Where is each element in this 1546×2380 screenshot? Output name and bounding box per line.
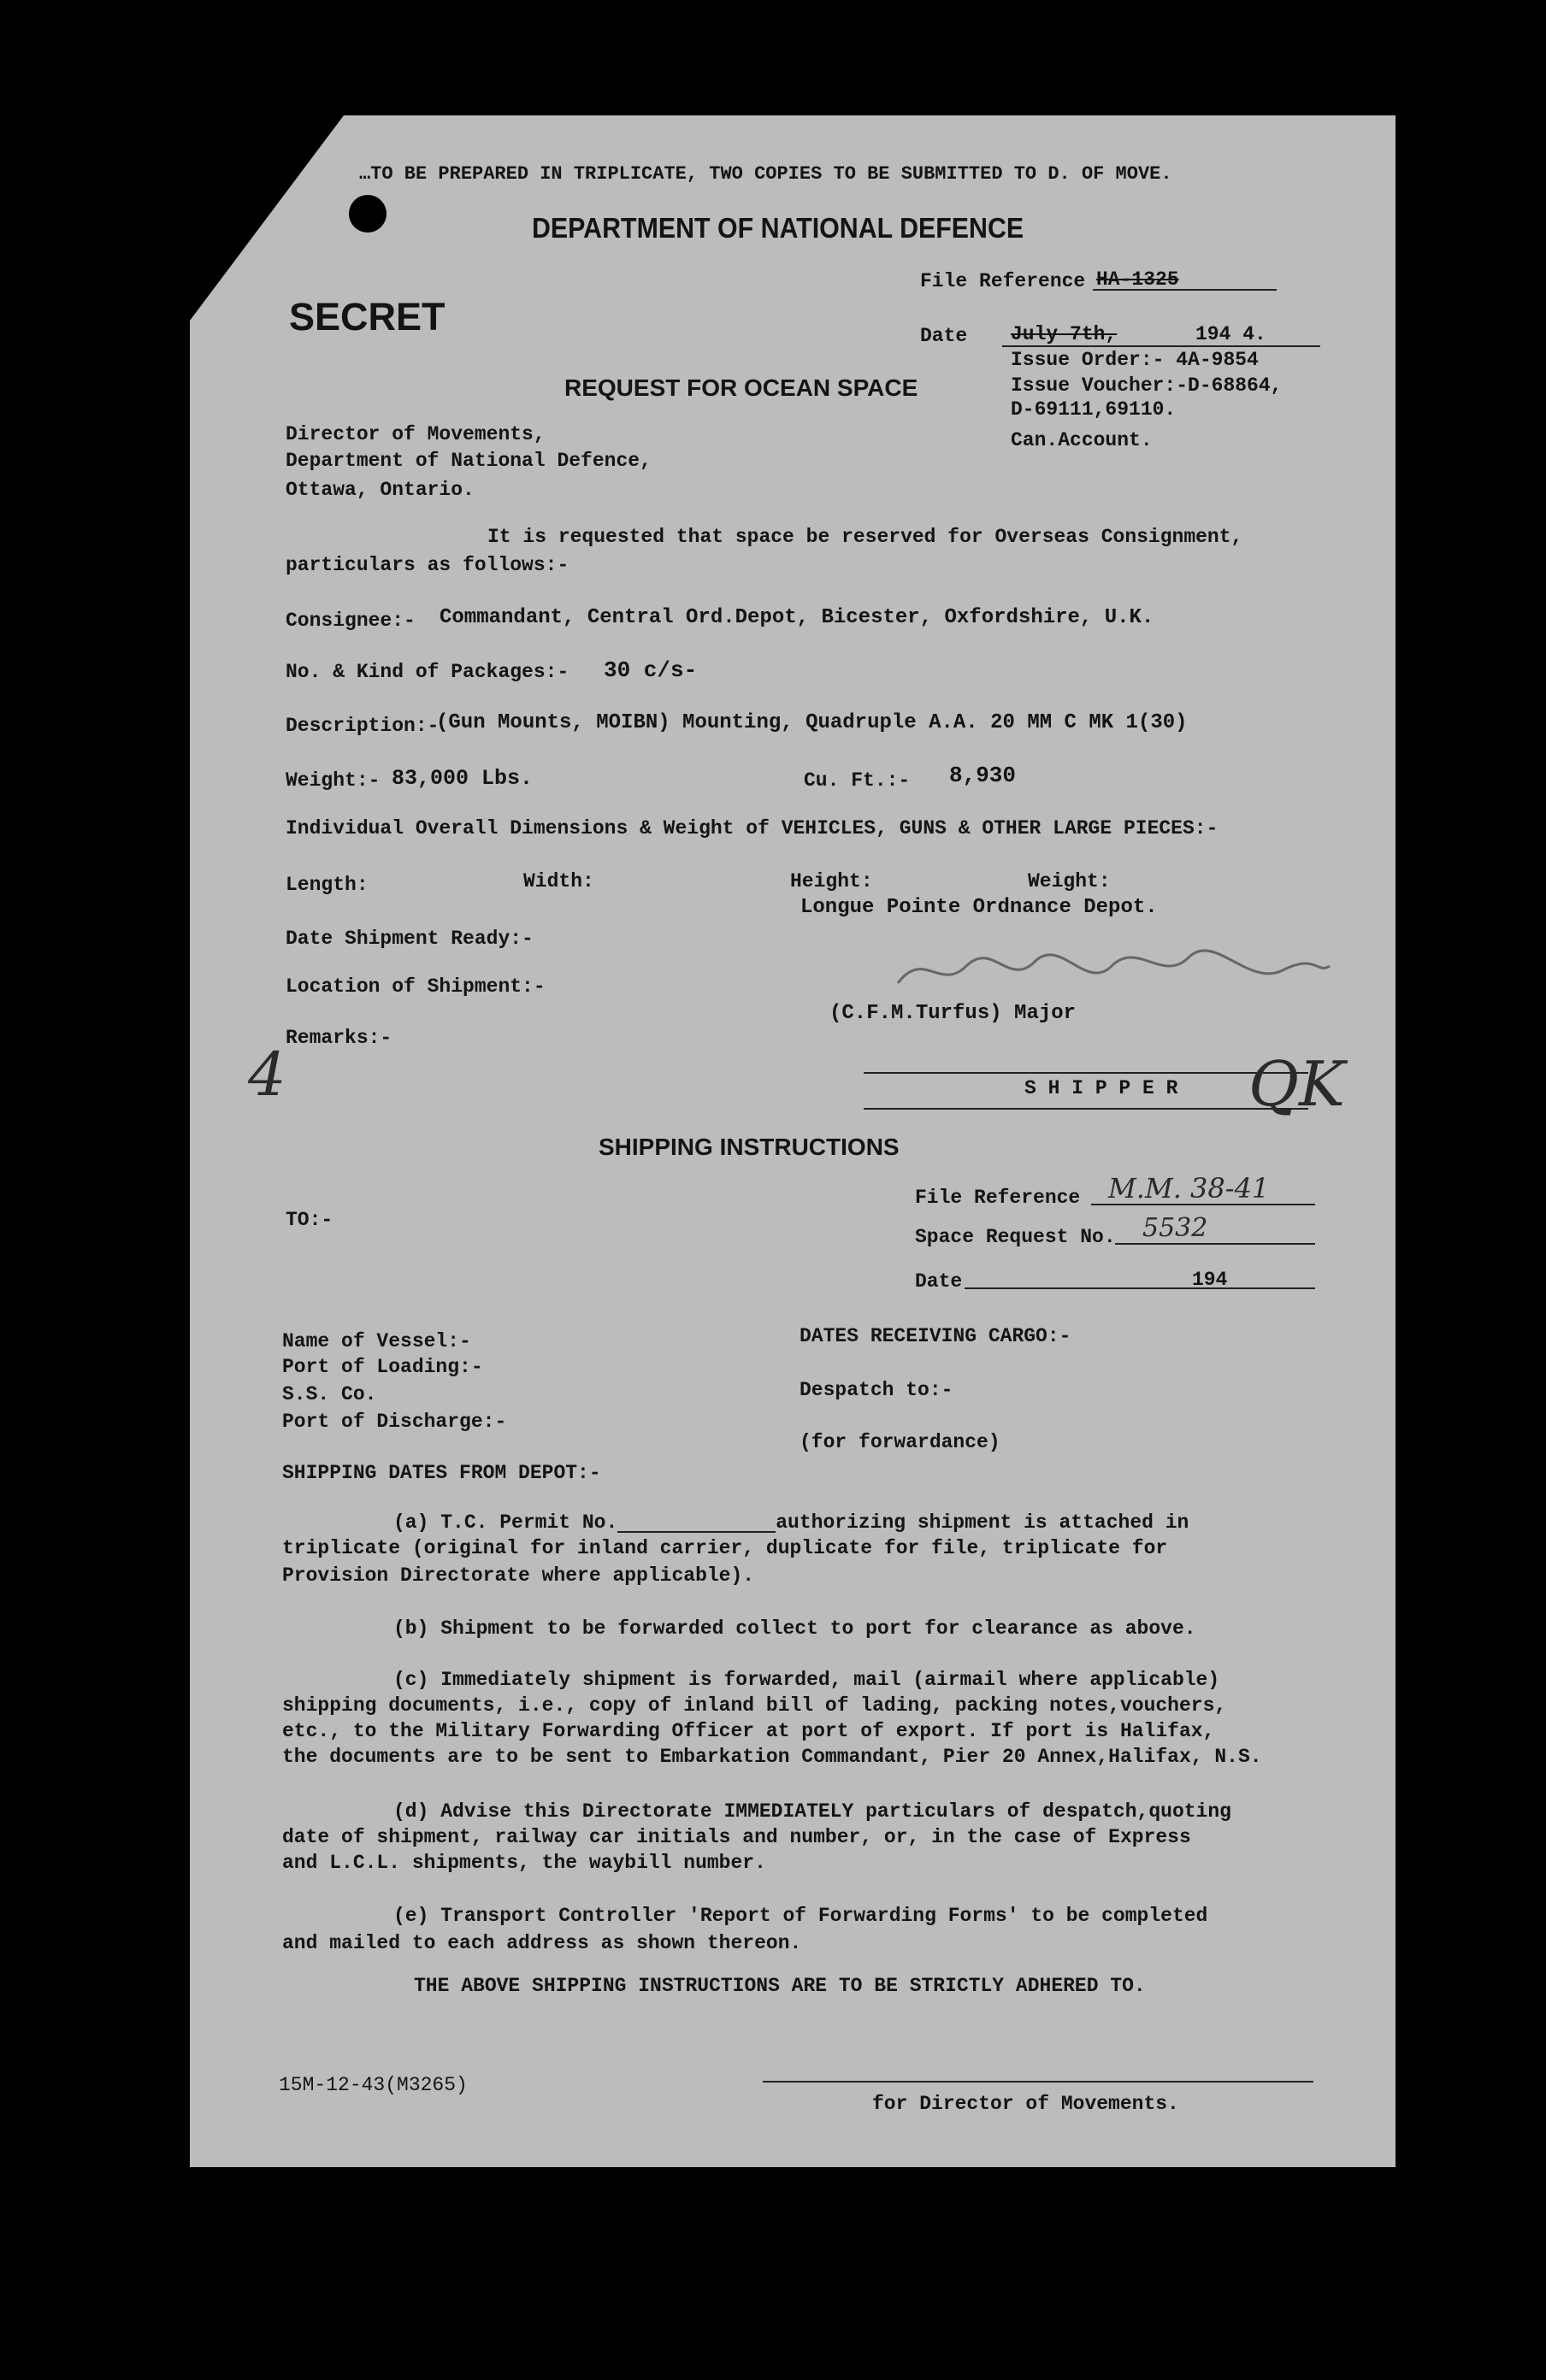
instructions-date-label: Date xyxy=(915,1270,963,1293)
para-c-line-2: shipping documents, i.e., copy of inland bill of lading, packing notes,vouchers, xyxy=(282,1694,1227,1717)
ss-co-label: S.S. Co. xyxy=(282,1383,377,1405)
form-title: REQUEST FOR OCEAN SPACE xyxy=(564,374,918,401)
para-d-line-1: (d) Advise this Directorate IMMEDIATELY particulars of despatch,quoting xyxy=(393,1800,1231,1823)
date-value: July 7th, xyxy=(1011,323,1118,345)
cuft-label: Cu. Ft.:- xyxy=(804,769,911,792)
packages-value: 30 c/s- xyxy=(604,657,698,683)
initials-mark: QK xyxy=(1248,1048,1345,1120)
para-c-line-4: the documents are to be sent to Embarkation Commandant, Pier 20 Annex,Halifax, N.S. xyxy=(282,1746,1262,1768)
height-label: Height: xyxy=(790,870,873,892)
space-request-value: 5532 xyxy=(1142,1213,1208,1243)
department-heading: DEPARTMENT OF NATIONAL DEFENCE xyxy=(532,212,1024,244)
description-label: Description:- xyxy=(286,715,440,737)
margin-mark: 4 xyxy=(248,1040,286,1110)
length-label: Length: xyxy=(286,874,369,896)
para-a-line-2: triplicate (original for inland carrier, duplicate for file, triplicate for xyxy=(282,1537,1168,1559)
request-intro-2: particulars as follows:- xyxy=(286,554,569,576)
form-number: 15M-12-43(M3265) xyxy=(279,2074,468,2096)
file-ref-line xyxy=(1091,1204,1315,1205)
request-intro-1: It is requested that space be reserved for Overseas Consignment, xyxy=(487,526,1243,548)
instructions-date-line xyxy=(965,1287,1315,1289)
issue-order: Issue Order:- 4A-9854 xyxy=(1011,349,1259,371)
addressee-line-2: Department of National Defence, xyxy=(286,450,652,472)
para-b: (b) Shipment to be forwarded collect to port for clearance as above. xyxy=(393,1617,1196,1640)
forwardance-label: (for forwardance) xyxy=(800,1431,1000,1453)
file-ref-label: File Reference xyxy=(915,1187,1081,1209)
shipper-line-bottom xyxy=(864,1108,1308,1110)
para-e-line-2: and mailed to each address as shown thereon. xyxy=(282,1932,802,1954)
consignee-label: Consignee:- xyxy=(286,610,416,632)
weight2-label: Weight: xyxy=(1028,870,1111,892)
addressee-line-3: Ottawa, Ontario. xyxy=(286,479,475,501)
to-label: TO:- xyxy=(286,1209,333,1231)
closing-statement: THE ABOVE SHIPPING INSTRUCTIONS ARE TO BE STRICTLY ADHERED TO. xyxy=(414,1975,1146,1997)
para-c-line-1: (c) Immediately shipment is forwarded, mail (airmail where applicable) xyxy=(393,1669,1220,1691)
issue-voucher: Issue Voucher:-D-68864, xyxy=(1011,374,1283,397)
location-label: Location of Shipment:- xyxy=(286,975,546,998)
account-note: Can.Account. xyxy=(1011,429,1153,451)
dates-receiving-label: DATES RECEIVING CARGO:- xyxy=(800,1325,1071,1347)
date-label: Date xyxy=(920,325,968,347)
date-line xyxy=(1002,345,1320,347)
punch-hole xyxy=(349,195,386,233)
voucher-continued: D-69111,69110. xyxy=(1011,398,1177,421)
despatch-label: Despatch to:- xyxy=(800,1379,953,1401)
space-request-label: Space Request No. xyxy=(915,1226,1116,1248)
para-c-line-3: etc., to the Military Forwarding Officer at port of export. If port is Halifax, xyxy=(282,1720,1215,1742)
port-loading-label: Port of Loading:- xyxy=(282,1356,483,1378)
description-value: (Gun Mounts, MOIBN) Mounting, Quadruple A.A. 20 MM C MK 1(30) xyxy=(436,711,1188,734)
weight-label: Weight:- xyxy=(286,769,381,792)
cuft-value: 8,930 xyxy=(949,763,1017,788)
date-ready-label: Date Shipment Ready:- xyxy=(286,928,534,950)
signatory-name: (C.F.M.Turfus) Major xyxy=(829,1002,1077,1025)
file-reference-value: HA-1325 xyxy=(1096,268,1179,291)
para-a-line-3: Provision Directorate where applicable). xyxy=(282,1564,755,1587)
shipping-instructions-title: SHIPPING INSTRUCTIONS xyxy=(599,1134,900,1160)
width-label: Width: xyxy=(523,870,594,892)
weight-value: 83,000 Lbs. xyxy=(392,766,534,791)
shipping-dates-label: SHIPPING DATES FROM DEPOT:- xyxy=(282,1462,601,1484)
classification-stamp: SECRET xyxy=(289,295,446,339)
consignee-value: Commandant, Central Ord.Depot, Bicester, Oxfordshire, U.K. xyxy=(440,606,1154,629)
port-discharge-label: Port of Discharge:- xyxy=(282,1411,507,1433)
director-signature-line xyxy=(763,2081,1313,2082)
space-request-line xyxy=(1115,1243,1315,1245)
para-e-line-1: (e) Transport Controller 'Report of Forwarding Forms' to be completed xyxy=(393,1905,1208,1927)
file-reference-line xyxy=(1093,289,1277,291)
remarks-label: Remarks:- xyxy=(286,1027,392,1049)
para-a-end: authorizing shipment is attached in xyxy=(776,1511,1189,1534)
top-note: …TO BE PREPARED IN TRIPLICATE, TWO COPIES TO BE SUBMITTED TO D. OF MOVE. xyxy=(359,163,1172,185)
depot-name: Longue Pointe Ordnance Depot. xyxy=(800,896,1158,919)
instructions-date-year: 194 xyxy=(1192,1269,1228,1291)
shipper-label: S H I P P E R xyxy=(1024,1077,1178,1099)
file-reference-label: File Reference xyxy=(920,270,1086,292)
shipper-line-top xyxy=(864,1072,1308,1074)
permit-blank xyxy=(617,1531,776,1533)
director-signature-label: for Director of Movements. xyxy=(872,2093,1179,2115)
packages-label: No. & Kind of Packages:- xyxy=(286,661,569,683)
file-ref-value: M.M. 38-41 xyxy=(1108,1172,1270,1205)
addressee-line-1: Director of Movements, xyxy=(286,423,546,445)
vessel-label: Name of Vessel:- xyxy=(282,1330,471,1352)
dimensions-heading: Individual Overall Dimensions & Weight of VEHICLES, GUNS & OTHER LARGE PIECES:- xyxy=(286,817,1219,839)
officer-signature xyxy=(889,940,1334,1009)
para-a-start: (a) T.C. Permit No. xyxy=(393,1511,618,1534)
para-d-line-3: and L.C.L. shipments, the waybill number. xyxy=(282,1852,766,1874)
para-a-line-1 xyxy=(393,1513,1189,1533)
para-d-line-2: date of shipment, railway car initials and number, or, in the case of Express xyxy=(282,1826,1191,1848)
date-year: 194 4. xyxy=(1195,323,1266,345)
